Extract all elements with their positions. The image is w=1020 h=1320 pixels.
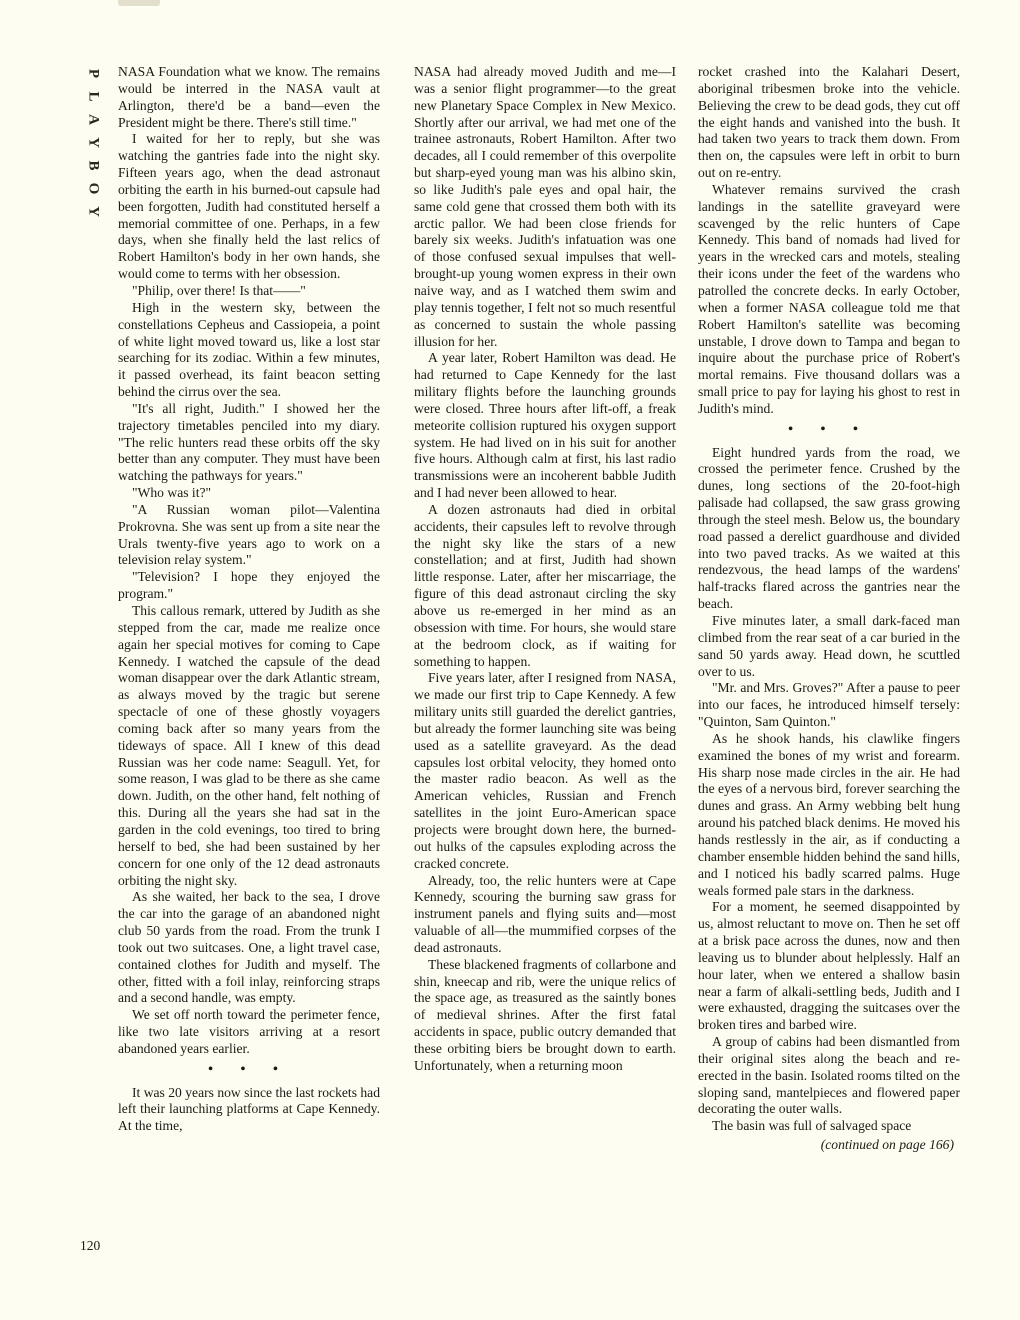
section-separator: • • • bbox=[208, 1061, 290, 1077]
paragraph: High in the western sky, between the constellations Cepheus and Cassiopeia, a point of white light moved toward us, like a lost star searching for its zodiac. Within a few minutes, it passed overhead, its faint beacon setting behind the cirrus over the sea. bbox=[118, 299, 380, 400]
paragraph: Whatever remains survived the crash landings in the satellite graveyard were scavenged by the relic hunters of Cape Kennedy. This band of nomads had lived for years in the wrecked cars and motels, stealing their icons under the feet of the wardens who patrolled the concrete decks. In early October, when a former NASA colleague told me that Robert Hamilton's satellite was becoming unstable, I drove down to Tampa and began to inquire about the purchase price of Robert's mortal remains. Five thousand dollars was a small price to pay for laying his ghost to rest in Judith's mind. bbox=[698, 181, 960, 416]
section-separator: • • • bbox=[788, 421, 870, 437]
masthead-letter: B bbox=[85, 160, 102, 171]
text-column-3 bbox=[698, 64, 960, 1154]
paragraph: I waited for her to reply, but she was watching the gantries fade into the night sky. Fifteen years ago, when the dead astronaut orbiting the earth in his burned-out capsule had been forgotten, Judith had constituted herself a memorial committee of one. Perhaps, in a few days, when she finally held the last relics of Robert Hamilton's body in her own hands, she would come to terms with her obsession. bbox=[118, 131, 380, 282]
paragraph: We set off north toward the perimeter fence, like two late visitors arriving at a resort abandoned years earlier. bbox=[118, 1007, 380, 1056]
paragraph: "Who was it?" bbox=[132, 485, 212, 501]
paragraph: This callous remark, uttered by Judith as she stepped from the car, made me realize once again her special motives for coming to Cape Kennedy. I watched the capsule of the dead woman disappear over the dark Atlantic stream, as always moved by the tragic but serene spectacle of one of these ghostly voyagers coming back after so many years from the tideways of space. All I knew of this dead Russian was her code name: Seagull. Yet, for some reason, I was glad to be there as she came down. Judith, on the other hand, felt nothing of this. During all the years she had sat in the garden in the cold evenings, too tired to bring herself to bed, she had been sustained by her concern for one only of the 12 dead astronauts orbiting the night sky. bbox=[118, 603, 380, 888]
masthead-letter: O bbox=[85, 182, 102, 195]
page-number: 120 bbox=[80, 1238, 101, 1253]
text-column-1 bbox=[118, 64, 380, 1135]
masthead-letter: A bbox=[85, 114, 102, 125]
paragraph: A dozen astronauts had died in orbital accidents, their capsules left to revolve through the night sky like the stars of a new constellation; and at first, Judith had shown little response. Later, after her miscarriage, the figure of this dead astronaut circling the sky above us re-emerged in her mind as an obsession with time. For hours, she would stare at the bedroom clock, as if waiting for something to happen. bbox=[414, 501, 676, 669]
paragraph: The basin was full of salvaged space bbox=[712, 1118, 912, 1134]
paragraph: "Philip, over there! Is that——" bbox=[132, 282, 306, 298]
paragraph: "Television? I hope they enjoyed the program." bbox=[118, 569, 380, 602]
paragraph: For a moment, he seemed disappointed by us, almost reluctant to move on. Then he set off at a brisk pace across the dunes, now and then leaving us to blunder about helplessly. Half an hour later, when we entered a shallow basin near a farm of alkali-settling beds, Judith and I were exhausted, dragging the suitcases over the broken tires and barbed wire. bbox=[698, 899, 960, 1033]
paragraph: Five years later, after I resigned from NASA, we made our first trip to Cape Kennedy. A few military units still guarded the derelict gantries, but already the former launching site was being used as a satellite graveyard. As the dead capsules lost orbital velocity, they homed onto the master radio beacon. As well as the American vehicles, Russian and French satellites in the joint Euro-American space projects were brought down here, the burned-out hulks of the capsules exploding across the cracked concrete. bbox=[414, 670, 676, 871]
paragraph: Already, too, the relic hunters were at Cape Kennedy, scouring the burning saw grass for instrument panels and flying suits and—most valuable of all—the mummified corpses of the dead astronauts. bbox=[414, 872, 676, 955]
paragraph: Five minutes later, a small dark-faced man climbed from the rear seat of a car buried in the sand 50 yards away. Head down, he scuttled over to us. bbox=[698, 613, 960, 679]
paragraph: These blackened fragments of collarbone and shin, kneecap and rib, were the unique relics of the space age, as treasured as the saintly bones of medieval shrines. After the first fatal accidents in space, public outcry demanded that these orbiting biers be brought down to earth. Unfortunately, when a returning moon bbox=[414, 956, 676, 1073]
paragraph: As she waited, her back to the sea, I drove the car into the garage of an abandoned night club 50 yards from the road. From the trunk I took out two suitcases. One, a light travel case, contained clothes for Judith and myself. The other, fitted with a foil inlay, reinforcing straps and a second handle, was empty. bbox=[118, 889, 380, 1006]
paragraph: A year later, Robert Hamilton was dead. He had returned to Cape Kennedy for the last military flights before the launching grounds were closed. Three hours after lift-off, a freak meteorite collision ruptured his oxygen support system. He had lived on in his suit for another five hours. Although calm at first, his last radio transmissions were an incoherent babble Judith and I had never been allowed to hear. bbox=[414, 350, 676, 501]
masthead-letter: P bbox=[85, 68, 102, 79]
paragraph: rocket crashed into the Kalahari Desert, aboriginal tribesmen broke into the vehicle. Believing the crew to be dead gods, they cut off the eight hands and vanished into the bush. It had taken two years to track them down. From then on, the capsules were left in orbit to burn out on re-entry. bbox=[698, 64, 960, 181]
magazine-masthead-vertical bbox=[80, 66, 106, 226]
text-column-2 bbox=[414, 64, 676, 1075]
paragraph: As he shook hands, his clawlike fingers examined the bones of my wrist and forearm. His sharp nose made circles in the air. He had the eyes of a nervous bird, forever searching the dunes and grass. An Army webbing belt hung around his patched black denims. He moved his hands restlessly in the air, as if conducting a chamber ensemble hidden behind the sand hills, and I noticed his badly scarred palms. Huge weals formed pale stars in the darkness. bbox=[698, 730, 960, 898]
masthead-letter: Y bbox=[85, 137, 102, 148]
continued-notice: (continued on page 166) bbox=[820, 1137, 954, 1153]
masthead-letter: Y bbox=[85, 206, 102, 217]
paragraph: "A Russian woman pilot—Valentina Prokrovna. She was sent up from a site near the Urals twenty-five years ago to work on a television relay system." bbox=[118, 501, 380, 568]
paragraph: Eight hundred yards from the road, we crossed the perimeter fence. Crushed by the dunes, long sections of the 20-foot-high palisade had collapsed, the saw grass growing through the steel mesh. Below us, the boundary road passed a derelict guardhouse and divided into two paved tracks. As we waited at this rendezvous, the head lamps of the wardens' half-tracks flared across the gantries near the beach. bbox=[698, 444, 960, 612]
paragraph: NASA had already moved Judith and me—I was a senior flight programmer—to the great new Planetary Space Complex in New Mexico. Shortly after our arrival, we had met one of the trainee astronauts, Robert Hamilton. After two decades, all I could remember of this overpolite but sharp-eyed young man was his albino skin, so like Judith's pale eyes and opal hair, the same cold gene that crossed them both with its arctic pallor. We had been close friends for barely six weeks. Judith's infatuation was one of those confused sexual impulses that well-brought-up young women express in their own naive way, and as I watched them swim and play tennis together, I felt not so much resentful as concerned to sustain the whole passing illusion for her. bbox=[414, 64, 676, 349]
paragraph: A group of cabins had been dismantled from their original sites along the beach and re-erected in the basin. Isolated rooms tilted on the sloping sand, mantelpieces and flowered paper decorating the outer walls. bbox=[698, 1034, 960, 1117]
paragraph: "It's all right, Judith." I showed her the trajectory timetables penciled into my diary. "The relic hunters read these orbits off the sky better than any computer. They must have been watching the pathways for years." bbox=[118, 400, 380, 484]
paragraph: NASA Foundation what we know. The remains would be interred in the NASA vault at Arlington, there'd be a band—even the President might be there. There's still time." bbox=[118, 64, 380, 130]
paragraph: It was 20 years now since the last rockets had left their launching platforms at Cape Kennedy. At the time, bbox=[118, 1084, 381, 1134]
masthead-letter: L bbox=[85, 91, 102, 102]
top-edge-smudge bbox=[118, 0, 160, 6]
paragraph: "Mr. and Mrs. Groves?" After a pause to peer into our faces, he introduced himself tersely: "Quinton, Sam Quinton." bbox=[698, 680, 960, 730]
